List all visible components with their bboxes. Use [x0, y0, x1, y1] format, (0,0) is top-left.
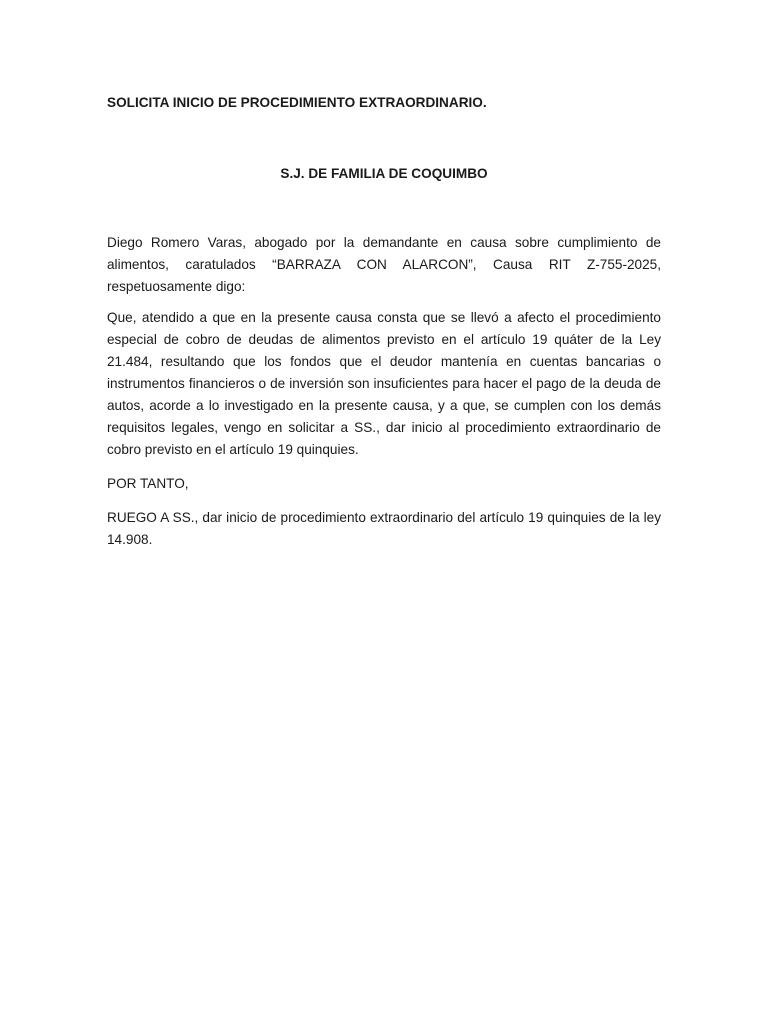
intro-paragraph: Diego Romero Varas, abogado por la demandante en causa sobre cumplimiento de alimentos, caratulados “BARRAZA CON ALARCON”, Causa RIT Z-755-2025, respetuosamente digo: [107, 235, 661, 294]
document-body [107, 92, 661, 551]
request-paragraph: Que, atendido a que en la presente causa consta que se llevó a afecto el procedimiento especial de cobro de deudas de alimentos previsto en el artículo 19 quáter de la Ley 21.484, resultando que los fondos que el deudor mantenía en cuentas bancarias o instrumentos financieros o de inversión son insuficientes para hacer el pago de la deuda de autos, acorde a lo investigado en la presente causa, y a que, se cumplen con los demás requisitos legales, vengo en solicitar a SS., dar inicio al procedimiento extraordinario de cobro previsto en el artículo 19 quinquies. [107, 310, 661, 457]
por-tanto-paragraph: POR TANTO, [107, 476, 189, 491]
document-heading: SOLICITA INICIO DE PROCEDIMIENTO EXTRAORDINARIO. [107, 95, 487, 110]
ruego-paragraph: RUEGO A SS., dar inicio de procedimiento extraordinario del artículo 19 quinquies de la ley 14.908. [107, 510, 661, 547]
court-name: S.J. DE FAMILIA DE COQUIMBO [280, 166, 488, 181]
